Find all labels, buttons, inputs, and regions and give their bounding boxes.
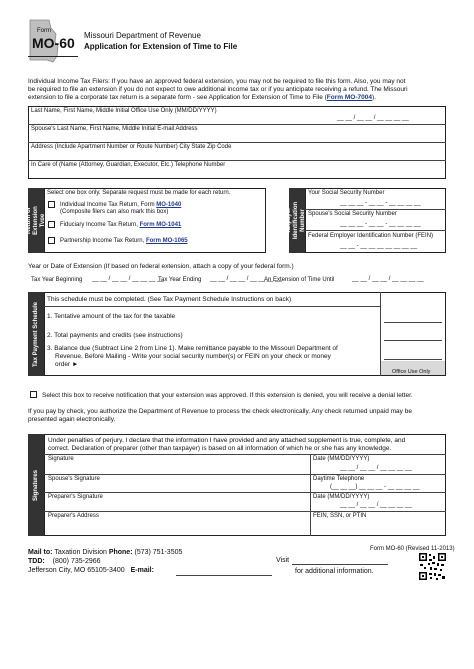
signature-field[interactable] bbox=[48, 463, 306, 473]
fiduciary-option bbox=[60, 222, 181, 228]
mail-to: Mail to: Taxation Division Phone: (573) 751-3505 bbox=[28, 549, 183, 556]
spouse-ssn-label: Spouse's Social Security Number bbox=[308, 211, 397, 217]
fein-label: Federal Employer Identification Number (FEIN) bbox=[308, 233, 434, 239]
individual-checkbox[interactable] bbox=[48, 201, 55, 208]
individual-option-text: Individual Income Tax Return, Form bbox=[60, 202, 157, 208]
return-type-instruction: Select one box only. Separate request must be made for each return. bbox=[47, 190, 231, 196]
fein-ssn-ptin-label: FEIN, SSN, or PTIN bbox=[313, 513, 367, 519]
line-1-amount[interactable] bbox=[384, 308, 442, 323]
form-mo-1065-link[interactable]: Form MO-1065 bbox=[145, 238, 188, 244]
signatures-side-label: Signatures bbox=[28, 434, 44, 536]
partnership-option bbox=[60, 238, 188, 244]
spouse-signature-label: Spouse's Signature bbox=[48, 476, 100, 482]
visit-label: Visit bbox=[276, 557, 290, 564]
line-3-amount[interactable] bbox=[384, 345, 442, 360]
fiduciary-option-text: Fiduciary Income Tax Return, bbox=[60, 222, 140, 228]
payment-line-3c: order ► bbox=[55, 361, 79, 368]
ssn-label: Your Social Security Number bbox=[308, 190, 385, 196]
divider bbox=[44, 454, 446, 455]
partnership-checkbox[interactable] bbox=[48, 237, 55, 244]
perjury-line-2: correct. Declaration of preparer (other than taxpayer) is based on all information of which he or she has any knowledge. bbox=[48, 445, 392, 452]
ssn-field[interactable]: __ __ __ - __ __ - __ __ __ __ bbox=[340, 200, 421, 206]
taxpayer-id-side-label: Taxpayer Identification Number bbox=[289, 188, 305, 253]
spouse-name-field[interactable] bbox=[30, 133, 444, 141]
signature-column-divider bbox=[310, 454, 311, 536]
office-use-label: Office Use Only bbox=[392, 369, 431, 375]
return-type-side-label: Return or Extension Type bbox=[28, 188, 44, 253]
intro-line-3-end: ). bbox=[371, 94, 376, 101]
daytime-phone-label: Daytime Telephone bbox=[313, 476, 365, 482]
divider bbox=[305, 230, 446, 231]
fiduciary-checkbox[interactable] bbox=[48, 221, 55, 228]
form-mo-1040-link[interactable]: MO-1040 bbox=[156, 202, 182, 208]
payment-line-3a: 3. Balance due (Subtract Line 2 from Line 1). Make remittance payable to the Missouri Department of bbox=[47, 345, 338, 352]
address-label: Address (Include Apartment Number or Route Number) City State Zip Code bbox=[31, 144, 232, 150]
divider bbox=[44, 474, 446, 475]
intro-line-2: be required to file an extension if you do not expect to owe additional income tax or if you anticipate receiving a refund. The Missouri bbox=[28, 86, 408, 93]
payment-intro: This schedule must be completed. (See Tax Payment Schedule Instructions on back) bbox=[47, 296, 292, 303]
fein-field[interactable]: __ __ - __ __ __ __ __ __ __ bbox=[340, 243, 418, 249]
payment-line-1: 1. Tentative amount of the tax for the taxable bbox=[47, 313, 176, 320]
divider bbox=[28, 124, 446, 125]
notify-text: Select this box to receive notification that your extension was approved. If this extension is denied, you will receive a denial letter. bbox=[42, 392, 413, 399]
payment-line-3b: Revenue. Before Mailing - Write your social security number(s) or FEIN on your check or money bbox=[55, 353, 331, 360]
partnership-option-text: Partnership Income Tax Return, bbox=[60, 238, 146, 244]
perjury-line-1: Under penalties of perjury, I declare that the information I have provided and any attached supplement is true, complete, and bbox=[48, 437, 406, 444]
office-use-date: __ __ / __ __ / __ __ __ __ bbox=[337, 115, 409, 121]
individual-option bbox=[60, 202, 181, 208]
extension-until-field[interactable]: __ __ / __ __ / __ __ __ __ bbox=[352, 276, 424, 282]
department-name: Missouri Department of Revenue bbox=[84, 31, 201, 40]
divider bbox=[44, 511, 446, 512]
signature-label: Signature bbox=[48, 456, 74, 462]
payment-schedule-side-label: Tax Payment Schedule bbox=[28, 292, 44, 376]
spouse-signature-field[interactable] bbox=[48, 483, 306, 491]
preparer-date-label: Date (MM/DD/YYYY) bbox=[313, 494, 370, 500]
last-name-label: Last Name, First Name, Middle Initial Office Use Only (MM/DD/YYYY) bbox=[31, 108, 217, 114]
spouse-name-label: Spouse's Last Name, First Name, Middle Initial E-mail Address bbox=[31, 126, 198, 132]
form-revision: Form MO-60 (Revised 11-2013) bbox=[370, 546, 455, 552]
preparer-signature-label: Preparer's Signature bbox=[48, 494, 103, 500]
form-mo-7004-link[interactable]: Form MO-7004 bbox=[326, 94, 372, 101]
check-payment-line-2: presented again electronically. bbox=[28, 416, 116, 423]
in-care-of-label: In Care of (Name (Attorney, Guardian, Executor, Etc.) Telephone Number bbox=[31, 162, 226, 168]
intro-line-3-text: extension to file a corporate tax return is a separate form - see Application for Extension of Time to File ( bbox=[28, 94, 327, 101]
divider bbox=[44, 492, 446, 493]
intro-line-3 bbox=[28, 94, 376, 101]
payment-line-2: 2. Total payments and credits (see instructions) bbox=[47, 332, 183, 339]
form-number: MO-60 bbox=[32, 35, 75, 51]
visit-line bbox=[292, 564, 388, 565]
year-instruction: Year or Date of Extension (If based on federal extension, attach a copy of your federal form.) bbox=[28, 263, 294, 270]
check-payment-line-1: If you pay by check, you authorize the Department of Revenue to process the check electronically. Any check returned unpaid may be bbox=[28, 408, 412, 415]
fein-ssn-ptin-field[interactable] bbox=[313, 520, 443, 534]
address-field[interactable] bbox=[30, 151, 444, 159]
spouse-ssn-field[interactable]: __ __ __ - __ __ - __ __ __ __ bbox=[340, 221, 421, 227]
divider bbox=[28, 160, 446, 161]
intro-line-1: Individual Income Tax Filers: If you have an approved federal extension, you may not be required to file this form. Also, you may not bbox=[28, 78, 406, 85]
notify-checkbox[interactable] bbox=[30, 391, 37, 398]
tdd: TDD: (800) 735-2966 bbox=[28, 558, 101, 565]
preparer-signature-field[interactable] bbox=[48, 501, 306, 510]
divider bbox=[305, 209, 446, 210]
daytime-phone-field[interactable]: (__ __ __) __ __ __ - __ __ __ __ bbox=[330, 484, 420, 490]
form-word: Form bbox=[37, 28, 51, 34]
preparer-date-field[interactable]: __ __ / __ __ / __ __ __ __ bbox=[340, 502, 412, 508]
tax-year-ending-label: Tax Year Ending bbox=[158, 277, 202, 283]
preparer-address-field[interactable] bbox=[48, 520, 306, 534]
divider bbox=[28, 142, 446, 143]
line-2-amount[interactable] bbox=[384, 326, 442, 341]
email-line[interactable] bbox=[176, 575, 272, 576]
in-care-of-field[interactable] bbox=[30, 169, 444, 177]
qr-code-icon bbox=[419, 553, 446, 580]
tax-year-beginning-label: Tax Year Beginning bbox=[31, 277, 83, 283]
signature-date-field[interactable]: __ __ / __ __ / __ __ __ __ bbox=[340, 465, 412, 471]
composite-note: (Composite filers can also mark this box) bbox=[60, 209, 169, 215]
tax-year-ending-field[interactable]: __ __ / __ __ / __ __ __ __ bbox=[210, 276, 282, 282]
form-mo-1041-link[interactable]: Form MO-1041 bbox=[139, 222, 182, 228]
last-name-field[interactable] bbox=[30, 116, 330, 123]
signature-date-label: Date (MM/DD/YYYY) bbox=[313, 456, 370, 462]
divider bbox=[44, 306, 380, 307]
header-rule bbox=[28, 56, 78, 57]
form-title: Application for Extension of Time to File bbox=[84, 42, 238, 51]
tax-year-beginning-field[interactable]: __ __ / __ __ / __ __ __ __ bbox=[92, 276, 164, 282]
preparer-address-label: Preparer's Address bbox=[48, 513, 99, 519]
additional-info: for additional information. bbox=[295, 568, 374, 575]
extension-until-label: An Extension of Time Until bbox=[264, 277, 335, 283]
city-email: Jefferson City, MO 65105-3400 E-mail: bbox=[28, 567, 154, 574]
